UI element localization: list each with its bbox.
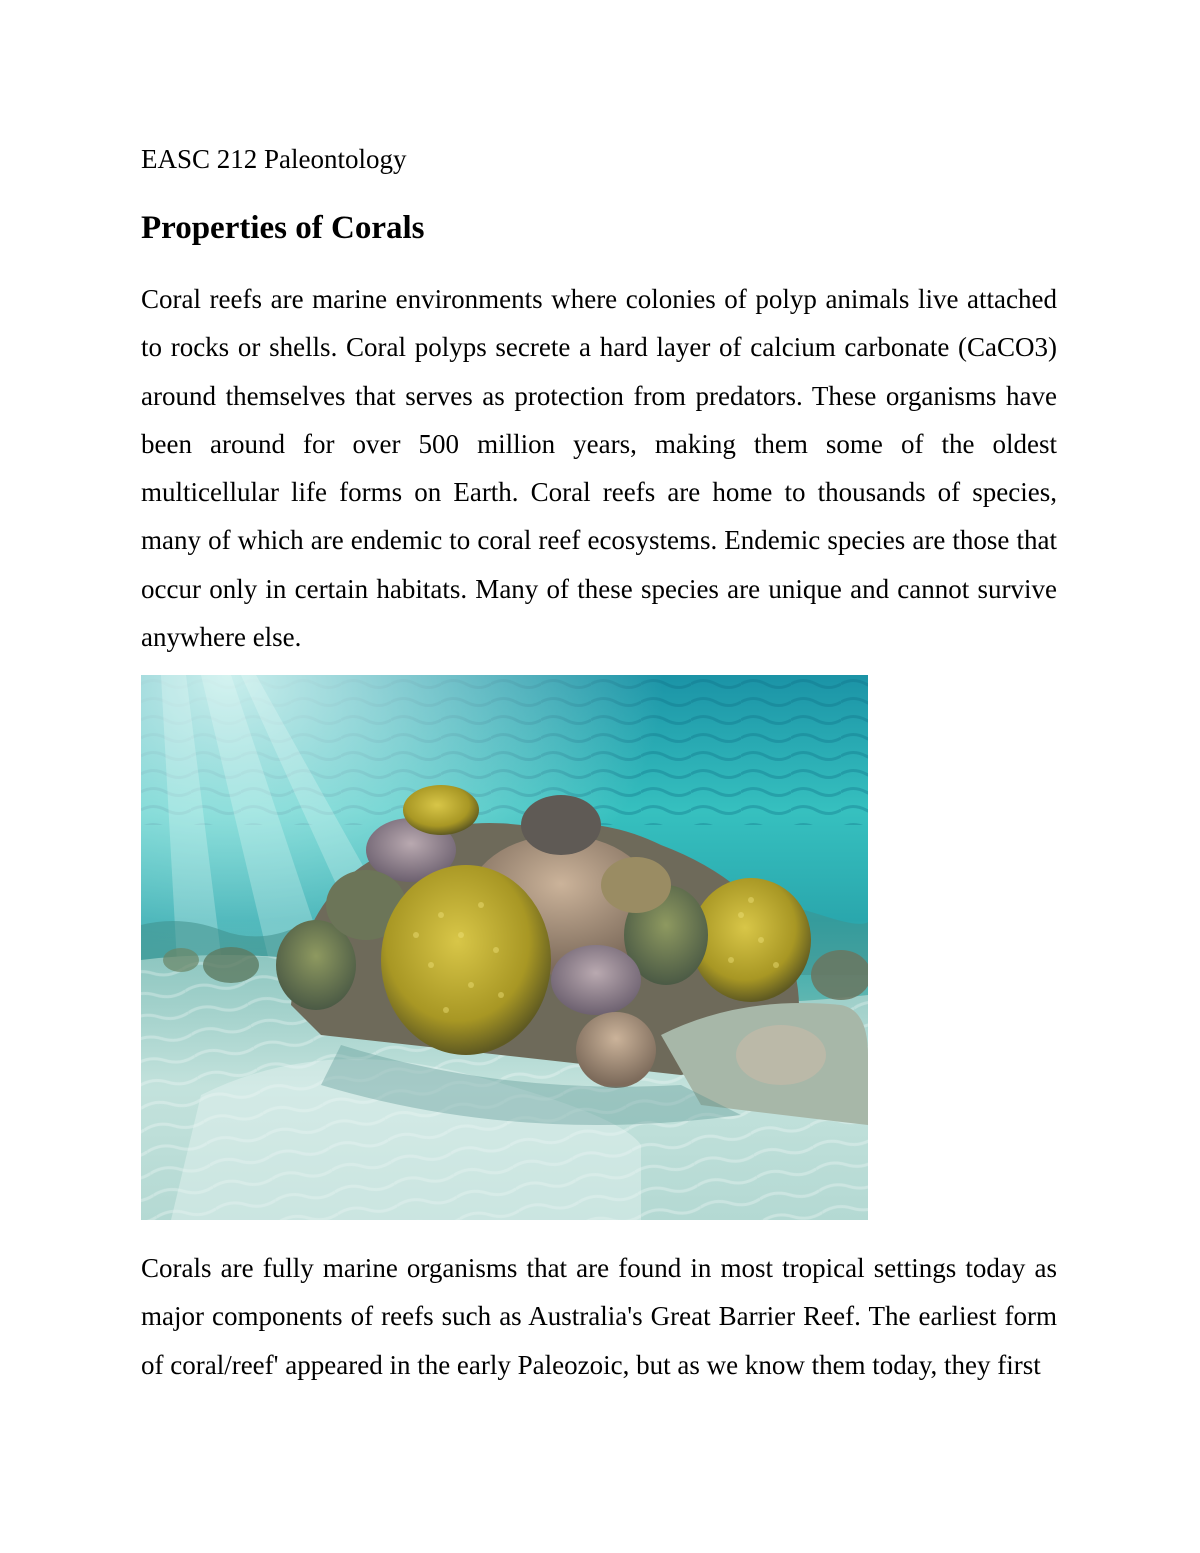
paragraph-distribution: Corals are fully marine organisms that are found in most tropical settings today as major components of reefs such as Australia's Great Barrier Reef. The earliest form of coral/reef' appeared in the early Paleozoic, but as we know them today, they first [141,1253,1057,1380]
paragraph-intro: Coral reefs are marine environments where colonies of polyp animals live attached to rocks or shells. Coral polyps secrete a hard layer of calcium carbonate (CaCO3) around themselves that serves as protection from predators. These organisms have been around for over 500 million years, making them some of the oldest multicellular life forms on Earth. Coral reefs are home to thousands of species, many of which are endemic to coral reef ecosystems. Endemic species are those that occur only in certain habitats. Many of these species are unique and cannot survive anywhere else. [141,284,1057,653]
page-title: Properties of Corals [141,210,425,246]
coral-reef-photo [141,675,868,1220]
course-heading: EASC 212 Paleontology [141,144,407,174]
